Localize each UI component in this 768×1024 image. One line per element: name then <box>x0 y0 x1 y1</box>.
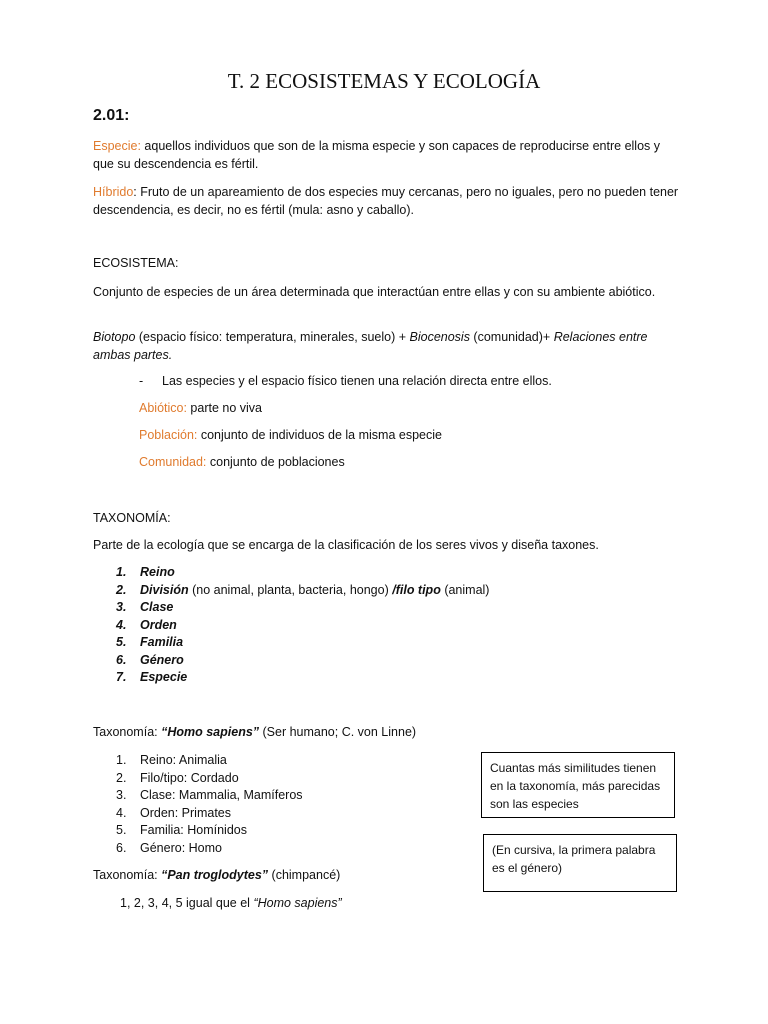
list-item <box>116 840 222 857</box>
list-number: 1. <box>116 753 127 767</box>
list-text: Especie <box>140 670 188 684</box>
list-item <box>116 599 173 616</box>
list-item <box>116 770 239 787</box>
taxonomia-description: Parte de la ecología que se encarga de la clasificación de los seres vivos y diseña taxones. <box>93 538 599 552</box>
term-comunidad: Comunidad: <box>139 455 207 469</box>
list-item <box>116 617 177 634</box>
list-text: Familia <box>140 635 184 649</box>
bullet-text: Las especies y el espacio físico tienen una relación directa entre ellos. <box>162 374 552 388</box>
list-text: Género: Homo <box>140 841 222 855</box>
term-hibrido: Híbrido <box>93 185 134 199</box>
list-item <box>116 805 231 822</box>
list-text: Clase: Mammalia, Mamíferos <box>140 788 303 802</box>
list-text: Género <box>140 653 184 667</box>
species-ref: “Homo sapiens” <box>253 896 342 910</box>
list-number: 3. <box>116 788 127 802</box>
same-text: 1, 2, 3, 4, 5 igual que el <box>120 896 254 910</box>
heading-prefix: Taxonomía: <box>93 725 162 739</box>
list-text: Orden <box>140 618 177 632</box>
term-relaciones: Relaciones entre ambas partes. <box>93 330 648 362</box>
list-number: 4. <box>116 806 127 820</box>
biocenosis-text: (comunidad)+ <box>469 330 554 344</box>
note-box-similitudes: Cuantas más similitudes tienen en la taxonomía, más parecidas son las especies <box>481 752 675 818</box>
definition-hibrido <box>93 183 683 219</box>
definition-text: aquellos individuos que son de la misma especie y son capaces de reproducirse entre ellos y que su descendencia es fértil. <box>93 139 660 171</box>
list-text: Reino <box>140 565 175 579</box>
heading-suffix: (chimpancé) <box>268 868 341 882</box>
term-text: conjunto de individuos de la misma especie <box>197 428 442 442</box>
list-text: Familia: Homínidos <box>140 823 247 837</box>
list-number: 6. <box>116 841 127 855</box>
list-text: (no animal, planta, bacteria, hongo) <box>188 583 393 597</box>
term-biocenosis: Biocenosis <box>409 330 470 344</box>
list-number: 7. <box>116 670 127 684</box>
heading-ecosistema: ECOSISTEMA: <box>93 256 179 270</box>
heading-suffix: (Ser humano; C. von Linne) <box>259 725 417 739</box>
list-number: 2. <box>116 583 127 597</box>
list-number: 4. <box>116 618 127 632</box>
definition-text: : Fruto de un apareamiento de dos especies muy cercanas, pero no iguales, pero no pueden tener descendencia, es decir, no es fértil (mula: asno y caballo). <box>93 185 679 217</box>
list-number: 5. <box>116 823 127 837</box>
term-poblacion: Población: <box>139 428 198 442</box>
term-especie: Especie: <box>93 139 141 153</box>
heading-prefix: Taxonomía: <box>93 868 162 882</box>
list-text: /filo tipo <box>392 583 441 597</box>
term-abiotico-line <box>139 401 262 415</box>
term-biotopo: Biotopo <box>93 330 136 344</box>
pan-same-line <box>120 896 342 910</box>
list-text: (animal) <box>440 583 490 597</box>
list-item <box>116 564 175 581</box>
ecosistema-description: Conjunto de especies de un área determinada que interactúan entre ellas y con su ambiente abiótico. <box>93 285 656 299</box>
list-item <box>116 652 184 669</box>
list-item <box>116 669 187 686</box>
definition-especie <box>93 137 683 173</box>
list-item <box>116 822 247 839</box>
list-text: Filo/tipo: Cordado <box>140 771 239 785</box>
term-comunidad-line <box>139 455 345 469</box>
biotopo-text: (espacio físico: temperatura, minerales, suelo) + <box>135 330 410 344</box>
biotopo-line <box>93 328 683 364</box>
section-number: 2.01: <box>93 107 130 124</box>
term-text: parte no viva <box>186 401 262 415</box>
list-text: Clase <box>140 600 174 614</box>
term-poblacion-line <box>139 428 442 442</box>
list-text: División <box>140 583 189 597</box>
list-number: 2. <box>116 771 127 785</box>
species-name: “Pan troglodytes” <box>161 868 269 882</box>
term-abiotico: Abiótico: <box>139 401 187 415</box>
list-number: 3. <box>116 600 127 614</box>
page-title: T. 2 ECOSISTEMAS Y ECOLOGÍA <box>227 69 541 93</box>
list-text: Orden: Primates <box>140 806 232 820</box>
homo-sapiens-heading <box>93 725 416 739</box>
list-number: 5. <box>116 635 127 649</box>
species-name: “Homo sapiens” <box>161 725 260 739</box>
pan-troglodytes-heading <box>93 868 340 882</box>
list-text: Reino: Animalia <box>140 753 227 767</box>
note-box-cursiva: (En cursiva, la primera palabra es el género) <box>483 834 677 892</box>
list-number: 1. <box>116 565 127 579</box>
list-item <box>116 787 303 804</box>
list-item <box>116 582 489 599</box>
list-item <box>116 752 227 769</box>
list-number: 6. <box>116 653 127 667</box>
bullet-dash: - <box>139 374 144 388</box>
list-item <box>116 634 183 651</box>
term-text: conjunto de poblaciones <box>206 455 345 469</box>
heading-taxonomia: TAXONOMÍA: <box>93 511 171 525</box>
